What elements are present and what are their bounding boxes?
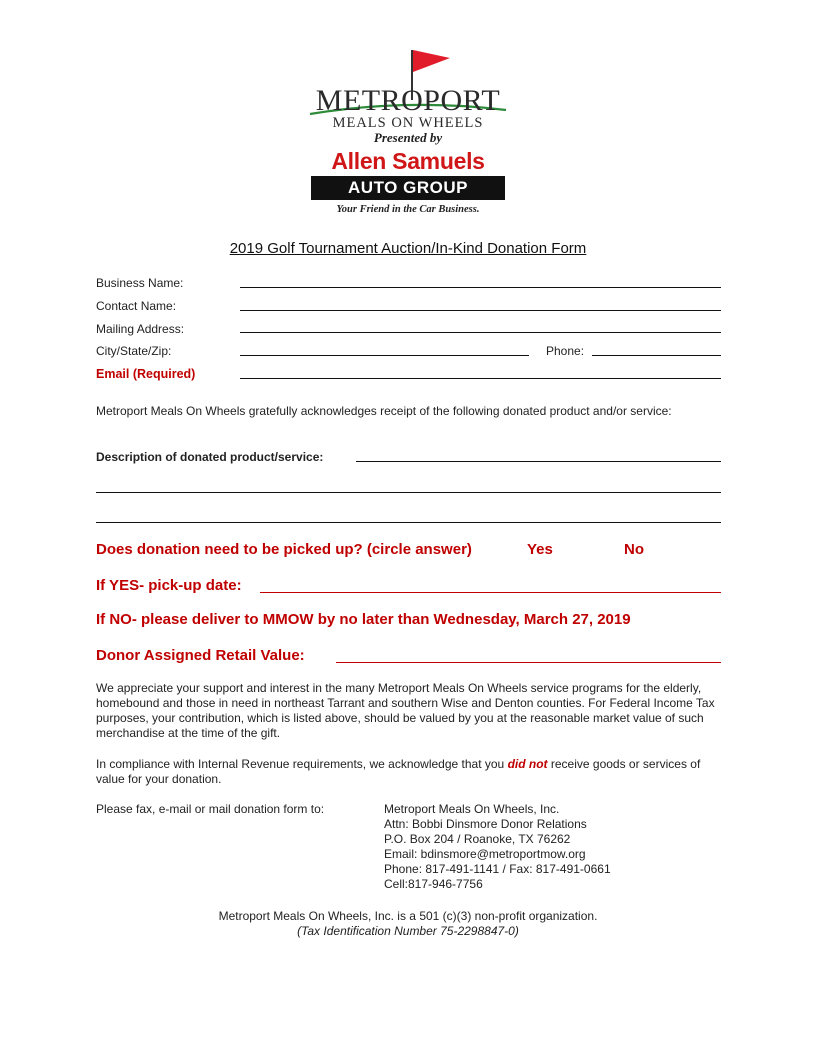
city-state-zip-field[interactable] <box>240 355 529 356</box>
appreciation-text: We appreciate your support and interest in the many Metroport Meals On Wheels service programs for the elderly, homebound and those in need in northeast Tarrant and southern Wise and Denton counties. For Federal Income Tax purposes, your contribution, which is listed above, should be valued by you at the reasonable market value of such merchandise at the time of the gift. <box>96 681 715 740</box>
send-instruction: Please fax, e-mail or mail donation form to: <box>96 802 325 816</box>
business-name-field[interactable] <box>240 287 721 288</box>
pickup-question: Does donation need to be picked up? (circle answer) <box>96 541 472 558</box>
pickup-date-field[interactable] <box>260 592 721 593</box>
delivery-instruction: If NO- please deliver to MMOW by no later than Wednesday, March 27, 2019 <box>96 611 631 628</box>
description-field-line-2[interactable] <box>96 492 721 493</box>
description-label: Description of donated product/service: <box>96 450 324 464</box>
contact-attn: Attn: Bobbi Dinsmore Donor Relations <box>384 817 587 831</box>
logo-title: METROPORT <box>315 84 501 117</box>
mailing-address-label: Mailing Address: <box>96 322 185 336</box>
acknowledgement-text: Metroport Meals On Wheels gratefully acknowledges receipt of the following donated product and/or service: <box>96 404 672 418</box>
contact-address: P.O. Box 204 / Roanoke, TX 76262 <box>384 832 571 846</box>
golf-flag-icon <box>413 50 450 72</box>
description-field-line-3[interactable] <box>96 522 721 523</box>
sponsor-logo <box>300 40 516 230</box>
compliance-text <box>96 757 718 787</box>
contact-org: Metroport Meals On Wheels, Inc. <box>384 802 560 816</box>
logo-sponsor-group: AUTO GROUP <box>311 176 505 200</box>
logo-presented-by: Presented by <box>373 130 443 145</box>
pickup-yes-option[interactable]: Yes <box>527 541 553 558</box>
mailing-address-field[interactable] <box>240 332 721 333</box>
contact-phone-fax: Phone: 817-491-1141 / Fax: 817-491-0661 <box>384 862 611 876</box>
business-name-label: Business Name: <box>96 276 184 290</box>
phone-label: Phone: <box>546 344 585 358</box>
pickup-date-label: If YES- pick-up date: <box>96 577 242 594</box>
logo-subtitle: MEALS ON WHEELS <box>332 115 484 131</box>
contact-cell: Cell:817-946-7756 <box>384 877 483 891</box>
retail-value-label: Donor Assigned Retail Value: <box>96 647 305 664</box>
contact-email[interactable]: Email: bdinsmore@metroportmow.org <box>384 847 586 861</box>
nonprofit-statement: Metroport Meals On Wheels, Inc. is a 501 (c)(3) non-profit organization. <box>218 909 598 923</box>
description-field-line-1[interactable] <box>356 461 721 462</box>
retail-value-field[interactable] <box>336 662 721 663</box>
phone-field[interactable] <box>592 355 721 356</box>
compliance-text-end: receive goods or services of value for your donation. <box>96 757 701 786</box>
logo-tagline: Your Friend in the Car Business. <box>336 204 480 215</box>
email-label: Email (Required) <box>96 367 196 381</box>
form-title: 2019 Golf Tournament Auction/In-Kind Donation Form <box>229 240 587 257</box>
logo-sponsor-name: Allen Samuels <box>331 148 485 174</box>
email-field[interactable] <box>240 378 721 379</box>
pickup-no-option[interactable]: No <box>624 541 644 558</box>
compliance-text-start: In compliance with Internal Revenue requirements, we acknowledge that you <box>96 757 508 771</box>
tax-id: (Tax Identification Number 75-2298847-0) <box>297 924 519 938</box>
city-state-zip-label: City/State/Zip: <box>96 344 172 358</box>
contact-block <box>384 802 611 892</box>
contact-name-field[interactable] <box>240 310 721 311</box>
contact-name-label: Contact Name: <box>96 299 177 313</box>
compliance-emphasis: did not <box>507 757 548 771</box>
